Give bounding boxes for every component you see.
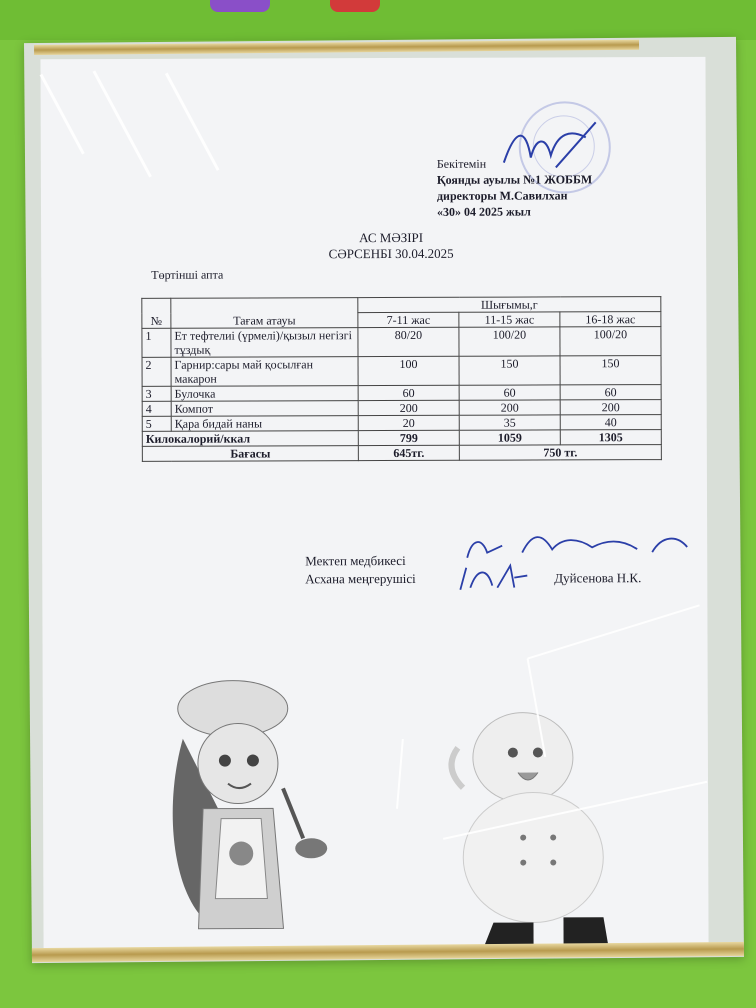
canteen-label: Асхана меңгерушісі: [305, 570, 416, 587]
table-row: [142, 327, 661, 358]
col-header-age: 16-18 жас: [560, 312, 661, 327]
col-header-num: №: [142, 298, 171, 328]
week-label: Төртінші апта: [151, 267, 224, 282]
portion: 80/20: [358, 327, 459, 356]
price-row: [142, 445, 661, 462]
approval-line2: Қоянды ауылы №1 ЖОББМ: [436, 172, 593, 187]
row-num: 2: [142, 357, 171, 386]
price-value: 750 тг.: [459, 445, 661, 461]
glare: [93, 70, 152, 177]
row-num: 5: [142, 416, 171, 431]
wall-background: [0, 0, 756, 40]
nurse-label: Мектеп медбикесі: [305, 552, 406, 569]
portion: 20: [358, 415, 459, 430]
kcal-value: 1059: [459, 430, 560, 445]
portion: 150: [459, 356, 560, 385]
glare: [40, 74, 85, 155]
portion: 200: [560, 400, 661, 415]
col-header-yield: Шығымы,г: [358, 297, 661, 313]
price-label: Бағасы: [142, 446, 358, 462]
girl-chef-illustration: [143, 668, 344, 939]
approval-line3: директоры М.Савилхан: [436, 188, 568, 203]
menu-date: СӘРСЕНБІ 30.04.2025: [328, 245, 454, 262]
price-value: 645тг.: [358, 445, 459, 460]
glare: [165, 73, 220, 171]
dish-name: Ет тефтелиі (үрмелі)/қызыл негізгі тұздық: [171, 328, 358, 358]
portion: 35: [459, 415, 560, 430]
toy-red: [330, 0, 380, 12]
canteen-signature: [452, 558, 532, 598]
portion: 100/20: [560, 327, 661, 356]
portion: 40: [560, 415, 661, 430]
row-num: 1: [142, 328, 171, 357]
portion: 150: [560, 356, 661, 385]
dish-name: Булочка: [171, 386, 358, 402]
toy-purple: [210, 0, 270, 12]
col-header-age: 11-15 жас: [459, 312, 560, 327]
approval-date: «30» 04 2025 жыл: [436, 204, 531, 219]
portion: 60: [358, 385, 459, 400]
table-row: [142, 356, 661, 387]
portion: 60: [560, 385, 661, 400]
menu-title: АС МӘЗІРІ: [359, 229, 424, 246]
menu-sheet: [40, 57, 708, 949]
portion: 100: [358, 356, 459, 385]
glass-frame: [24, 37, 744, 963]
row-num: 3: [142, 386, 171, 401]
frame-rail-top: [34, 40, 639, 55]
kcal-label: Килокалорий/ккал: [142, 431, 358, 447]
kcal-value: 1305: [560, 430, 661, 445]
canteen-manager-name: Дуйсенова Н.К.: [554, 570, 642, 586]
approval-line1: Бекітемін: [436, 156, 487, 171]
portion: 60: [459, 385, 560, 400]
portion: 200: [459, 400, 560, 415]
dish-name: Компот: [171, 401, 358, 417]
portion: 100/20: [459, 327, 560, 356]
dish-name: Гарнир:сары май қосылған макарон: [171, 357, 358, 387]
approval-block: [437, 155, 593, 220]
boy-chef-illustration: [403, 687, 644, 948]
dish-name: Қара бидай наны: [171, 416, 358, 432]
col-header-name: Тағам атауы: [171, 298, 358, 329]
col-header-age: 7-11 жас: [358, 312, 459, 327]
glass-crack: [527, 604, 700, 659]
row-num: 4: [142, 401, 171, 416]
kcal-value: 799: [358, 430, 459, 445]
menu-table: [141, 296, 662, 462]
portion: 200: [358, 400, 459, 415]
